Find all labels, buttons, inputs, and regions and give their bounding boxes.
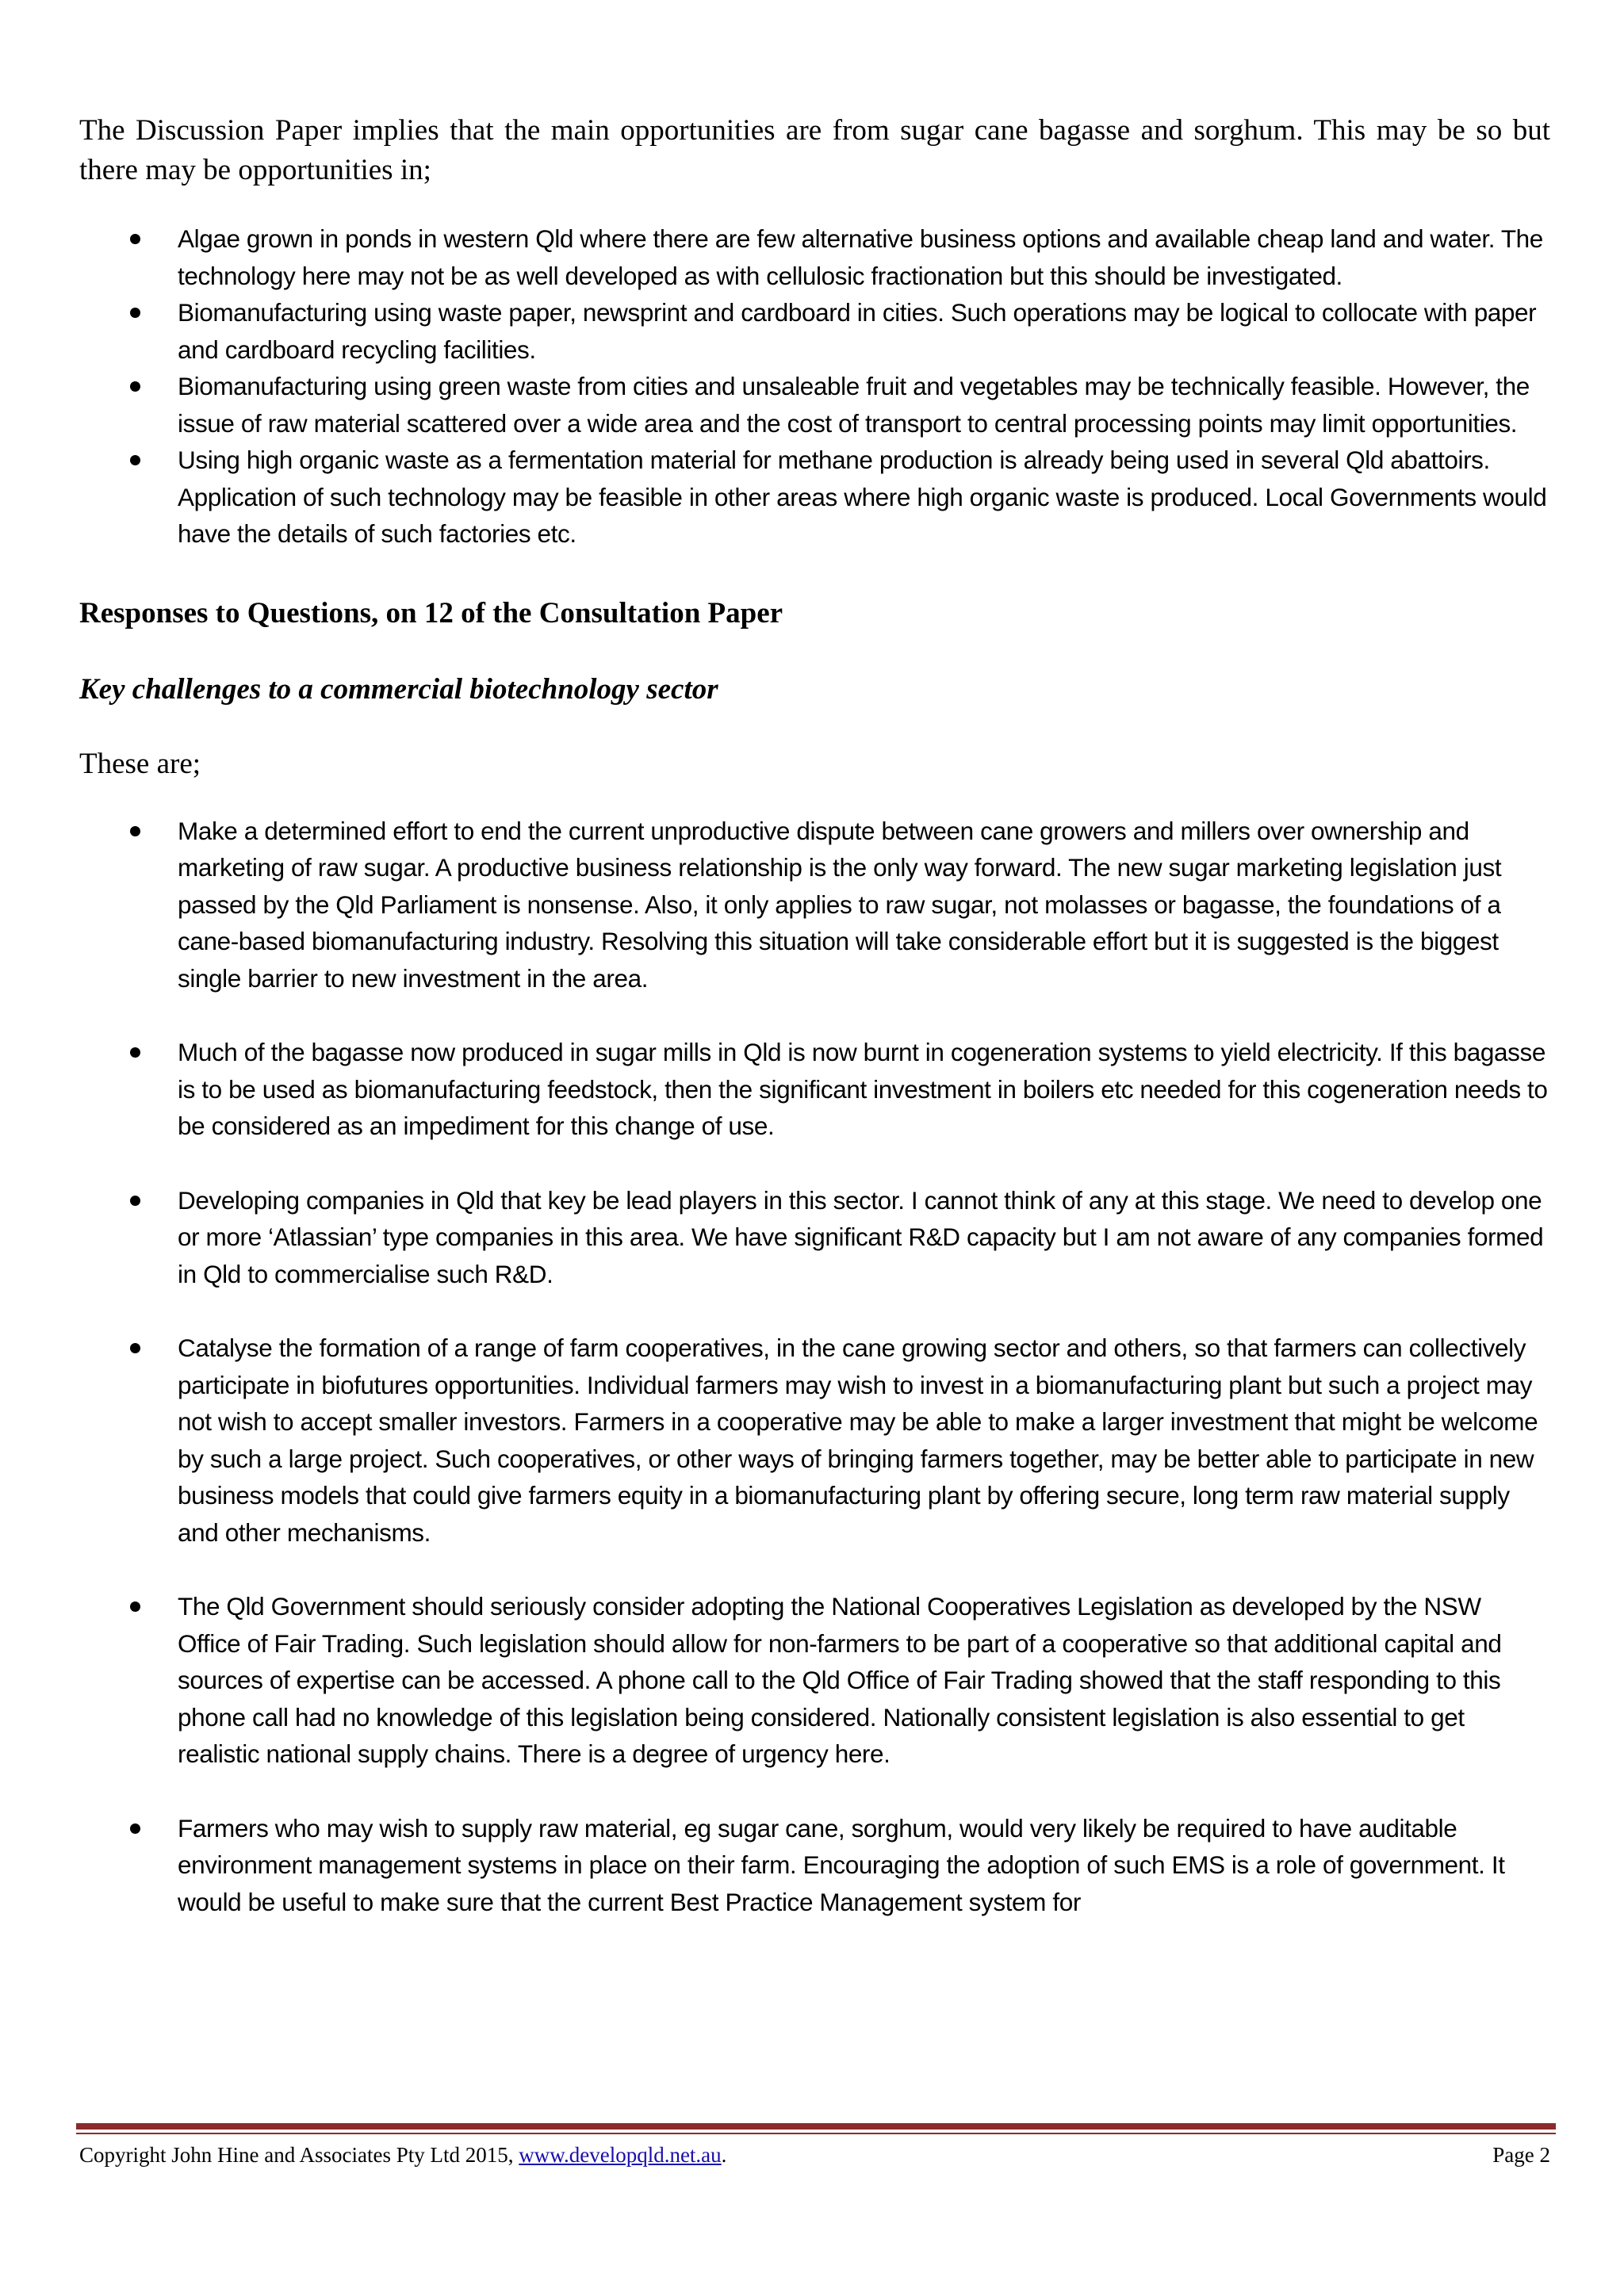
bullet-icon: [130, 308, 140, 318]
section-heading: Responses to Questions, on 12 of the Consultation Paper: [79, 596, 783, 629]
these-are-text: These are;: [79, 747, 201, 780]
website-link[interactable]: www.developqld.net.au: [519, 2143, 722, 2167]
list-item: [79, 294, 1550, 368]
bullet-icon: [130, 826, 140, 836]
list-item-text: Algae grown in ponds in western Qld where there are few alternative business options and available cheap land and water. The technology here may not be as well developed as with cellulosic fractionation but this should be investigated.: [178, 224, 1543, 290]
copyright-text: Copyright John Hine and Associates Pty Ltd 2015,: [79, 2143, 514, 2167]
bullet-icon: [130, 381, 140, 392]
link-suffix: .: [721, 2143, 727, 2167]
list-item-text: Make a determined effort to end the current unproductive dispute between cane growers and millers over ownership and marketing of raw sugar. A productive business relationship is the only way forward. The new sugar marketing legislation just passed by the Qld Parliament is nonsense. Also, it only applies to raw sugar, not molasses or bagasse, the foundations of a cane-based biomanufacturing industry. Resolving this situation will take considerable effort but it is suggested is the biggest single barrier to new investment in the area.: [178, 816, 1502, 993]
footer-rule-thin: [76, 2133, 1556, 2134]
list-item: [79, 1330, 1550, 1551]
list-item-text: Biomanufacturing using waste paper, newsprint and cardboard in cities. Such operations may be logical to collocate with paper and cardboard recycling facilities.: [178, 298, 1537, 364]
list-item-text: Using high organic waste as a fermentation material for methane production is already being used in several Qld abattoirs. Application of such technology may be feasible in other areas where high organic waste is produced. Local Governments would have the details of such factories etc.: [178, 446, 1547, 548]
bullet-icon: [130, 1823, 140, 1834]
list-item-text: The Qld Government should seriously consider adopting the National Cooperatives Legislation as developed by the NSW Office of Fair Trading. Such legislation should allow for non-farmers to be part of a cooperative so that additional capital and sources of expertise can be accessed. A phone call to the Qld Office of Fair Trading showed that the staff responding to this phone call had no knowledge of this legislation being considered. Nationally consistent legislation is also essential to get realistic national supply chains. There is a degree of urgency here.: [178, 1592, 1502, 1768]
footer-copyright: [79, 2141, 726, 2169]
page-footer: [79, 2141, 1550, 2169]
section-subheading: Key challenges to a commercial biotechnology sector: [79, 672, 718, 706]
bullet-icon: [130, 1047, 140, 1058]
intro-paragraph: The Discussion Paper implies that the main opportunities are from sugar cane bagasse and sorghum. This may be so but there may be opportunities in;: [79, 114, 1550, 186]
list-item: [79, 1588, 1550, 1773]
bullet-icon: [130, 455, 140, 465]
bullet-icon: [130, 1601, 140, 1612]
list-item: [79, 220, 1550, 294]
bullet-icon: [130, 1196, 140, 1206]
list-item: [79, 1034, 1550, 1145]
list-item: [79, 368, 1550, 442]
document-page: [79, 111, 1550, 1920]
list-item-text: Developing companies in Qld that key be lead players in this sector. I cannot think of any at this stage. We need to develop one or more ‘Atlassian’ type companies in this area. We have significant R&D capacity but I am not aware of any companies formed in Qld to commercialise such R&D.: [178, 1185, 1544, 1288]
bullet-icon: [130, 1343, 140, 1353]
list-item-text: Much of the bagasse now produced in sugar mills in Qld is now burnt in cogeneration systems to yield electricity. If this bagasse is to be used as biomanufacturing feedstock, then the significant investment in boilers etc needed for this cogeneration needs to be considered as an impediment for this change of use.: [178, 1038, 1548, 1140]
bullet-icon: [130, 234, 140, 244]
list-item-text: Farmers who may wish to supply raw material, eg sugar cane, sorghum, would very likely be required to have auditable environment management systems in place on their farm. Encouraging the adoption of such EMS is a role of government. It would be useful to make sure that the current Best Practice Management system for: [178, 1813, 1505, 1916]
list-item: [79, 1182, 1550, 1293]
list-item-text: Catalyse the formation of a range of farm cooperatives, in the cane growing sector and others, so that farmers can collectively participate in biofutures opportunities. Individual farmers may wish to invest in a biomanufacturing plant but such a project may not wish to accept smaller investors. Farmers in a cooperative may be able to make a larger investment that might be welcome by such a large project. Such cooperatives, or other ways of bringing farmers together, may be better able to participate in new business models that could give farmers equity in a biomanufacturing plant by offering secure, long term raw material supply and other mechanisms.: [178, 1334, 1538, 1547]
challenges-list: [79, 813, 1550, 1921]
footer-rule-thick: [76, 2123, 1556, 2130]
list-item: [79, 813, 1550, 997]
list-item: [79, 1810, 1550, 1921]
list-item: [79, 442, 1550, 553]
page-number: Page 2: [1492, 2143, 1550, 2167]
opportunities-list: [79, 220, 1550, 553]
list-item-text: Biomanufacturing using green waste from cities and unsaleable fruit and vegetables may be technically feasible. However, the issue of raw material scattered over a wide area and the cost of transport to central processing points may limit opportunities.: [178, 372, 1530, 438]
